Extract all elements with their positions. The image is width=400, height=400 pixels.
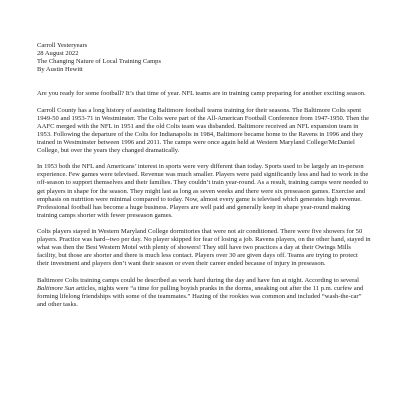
paragraph-camp-life <box>37 277 371 309</box>
article-header <box>37 42 371 74</box>
paragraph-1953-comparison: In 1953 both the NFL and Americans’ interest in sports were very different than today. Sports used to be largely an in-person experience. Few games were televised. Revenue was much smaller. Players were paid significantly less and had to work in the off-season to support themselves and their families. They couldn’t train year-round. As a result, training camps were needed to get players in shape for the season. They might last as long as seven weeks and there were six preseason games. Exercise and emphasis on nutrition were minimal compared to today. Now, almost every game is televised which generates high revenue. Professional football has become a huge business. Players are well paid and generally keep in shape year-round making training camps shorter with fewer preseason games. <box>37 163 369 219</box>
publication-name: Carroll Yesteryears <box>37 42 88 49</box>
paragraph-living-conditions: Colts players stayed in Western Maryland College dormitories that were not air conditioned. There were five showers for 50 players. Practice was hard--two per day. No player skipped for fear of losing a job. Ravens players, on the other hand, stayed in what was then the Best Western Motel with plenty of showers! They still have two practices a day at their Owings Mills facility, but those are shorter and there is much less contact. Players over 30 are given days off. Teams are trying to protect their investment and players don’t want their season or even their career ended because of injury in preseason. <box>37 227 371 268</box>
camp-life-text-end: articles, nights were “a time for pulling boyish pranks in the dorms, sneaking out after the 11 p.m. curfew and forming lifelong friendships with some of the teammates.” Hazing of the rookies was common and included “wash-the-car” and other tasks. <box>37 284 364 308</box>
article-date: 28 August 2022 <box>37 50 79 58</box>
article-title: The Changing Nature of Local Training Camps <box>37 58 162 66</box>
paragraph-history: Carroll County has a long history of assisting Baltimore football teams training for their seasons. The Baltimore Colts spent 1949-50 and 1953-71 in Westminster. The Colts were part of the All-American Football Conference from 1947-1950. Then the AAFC merged with the NFL in 1951 and the old Colts team was disbanded. Baltimore received an NFL expansion team in 1953. Following the departure of the Colts for Indianapolis in 1984, Baltimore became home to the Ravens in 1996 and they trained in Westminster between 1996 and 2011. The camps were once again held at Western Maryland College/McDaniel College, but over the years they changed dramatically. <box>37 106 370 155</box>
newspaper-name: Baltimore Sun <box>37 284 75 292</box>
article <box>37 42 371 317</box>
article-byline: By Austin Hewitt <box>37 66 83 74</box>
camp-life-text-start: Baltimore Colts training camps could be described as work hard during the day and have fun at night. According to several <box>37 276 359 284</box>
paragraph-intro: Are you ready for some football? It’s that time of year. NFL teams are in training camp preparing for another exciting season. <box>37 90 366 98</box>
